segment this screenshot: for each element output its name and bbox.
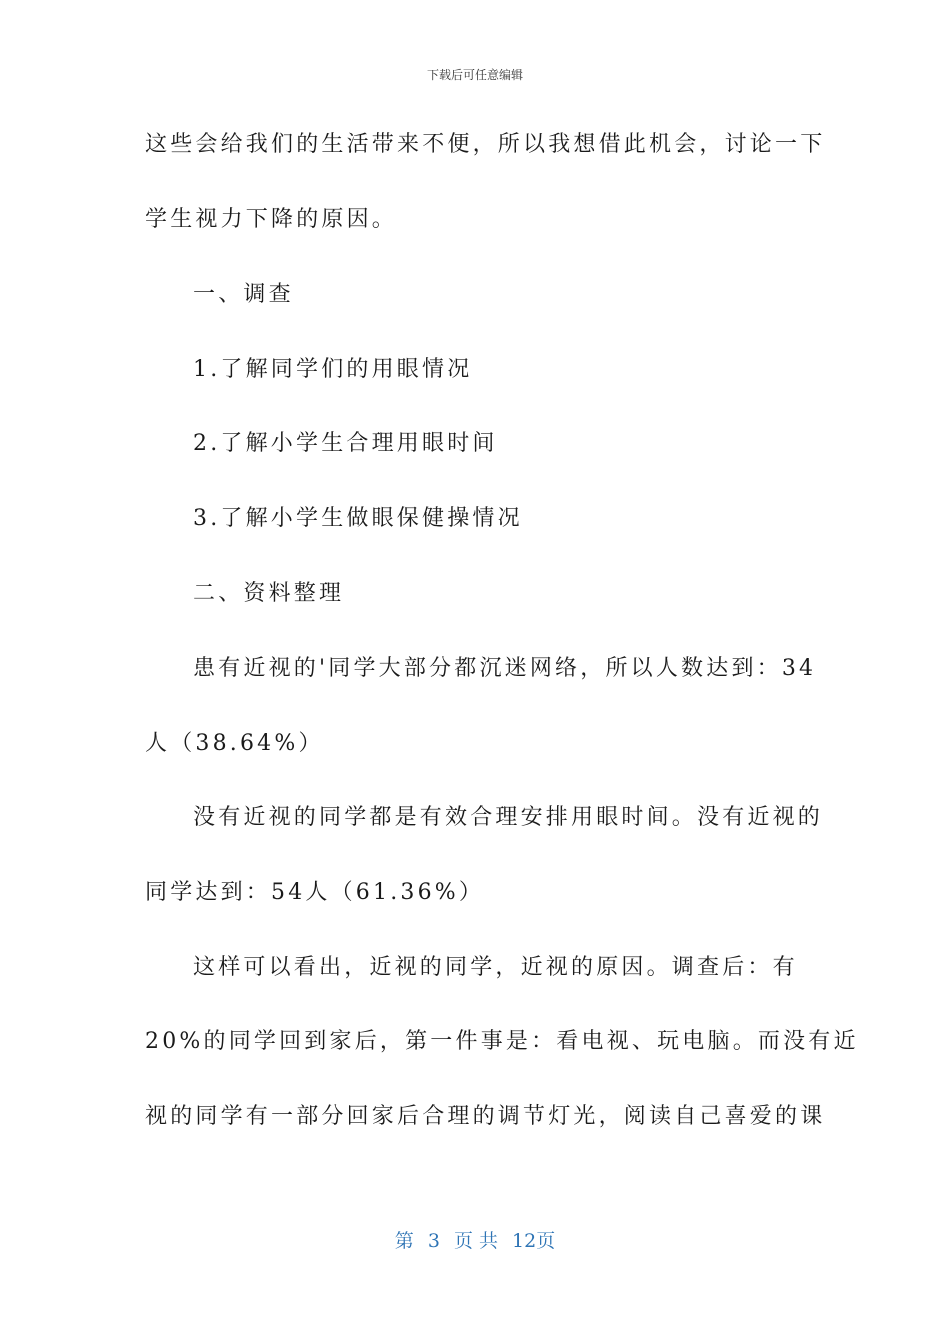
page-footer — [0, 1226, 950, 1253]
paragraph-line: 这样可以看出，近视的同学，近视的原因。调查后：有 — [193, 955, 798, 980]
paragraph-line: 人（38.64%） — [145, 731, 324, 756]
paragraph-line: 视的同学有一部分回家后合理的调节灯光，阅读自己喜爱的课 — [145, 1104, 826, 1129]
paragraph-line: 这些会给我们的生活带来不便，所以我想借此机会，讨论一下 — [145, 132, 826, 157]
footer-total-pages: 12页 — [512, 1230, 556, 1252]
page-header: 下载后可任意编辑 — [426, 68, 523, 82]
paragraph-line: 20%的同学回到家后，第一件事是：看电视、玩电脑。而没有近 — [145, 1029, 859, 1054]
footer-label-page: 第 — [394, 1230, 414, 1252]
section-heading: 一、调查 — [193, 282, 294, 307]
paragraph-line: 同学达到：54人（61.36%） — [145, 880, 485, 905]
footer-current-page: 3 — [427, 1230, 440, 1252]
paragraph-line: 患有近视的'同学大部分都沉迷网络，所以人数达到：34 — [193, 656, 817, 681]
footer-label-of: 页 共 — [453, 1230, 498, 1252]
list-item: 3.了解小学生做眼保健操情况 — [193, 506, 523, 531]
list-item: 1.了解同学们的用眼情况 — [193, 357, 473, 382]
paragraph-line: 学生视力下降的原因。 — [145, 207, 398, 232]
list-item: 2.了解小学生合理用眼时间 — [193, 431, 498, 456]
paragraph-line: 没有近视的同学都是有效合理安排用眼时间。没有近视的 — [193, 805, 824, 830]
section-heading: 二、资料整理 — [193, 581, 345, 606]
